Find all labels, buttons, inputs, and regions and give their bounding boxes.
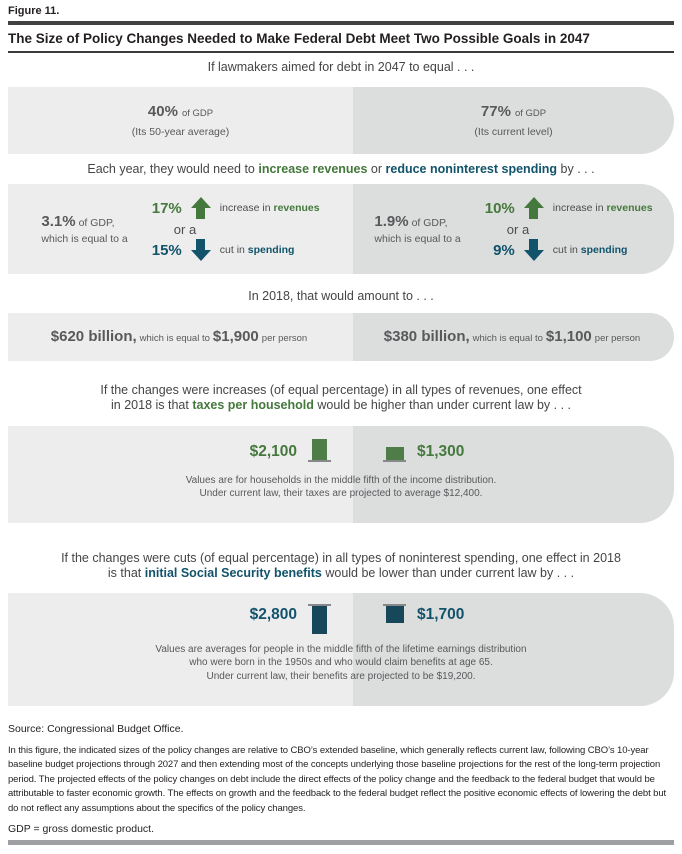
step2-header-pre: Each year, they would need to: [87, 161, 259, 176]
benefit-cut-value-77: $1,700: [417, 605, 465, 623]
source-line: Source: Congressional Budget Office.: [8, 722, 184, 735]
tax-increase-value-40: $2,100: [249, 442, 297, 460]
taxes-header-line1: If the changes were increases (of equal percentage) in all types of revenues, one effect: [100, 382, 582, 397]
down-arrow-icon: [190, 239, 212, 261]
left-gdp-label: of GDP,: [78, 217, 115, 229]
benefit-cut-bar-77: [383, 604, 406, 623]
goal-right-cell: [353, 87, 674, 154]
ss-header-line2-post: would be lower than under current law by . . .: [321, 566, 575, 580]
taxes-header-line2-post: would be higher than under current law by . . .: [313, 398, 571, 412]
amount-right-cell: [353, 313, 674, 361]
gdp-definition: GDP = gross domestic product.: [8, 823, 154, 835]
figure-notes: In this figure, the indicated sizes of the policy changes are relative to CBO’s extended baseline, which generally reflects current law, following CBO’s 10-year baseline budget projections through 2027 and then extending most of the concepts underlying those baseline projections for the rest of the long-term projection period. The projected effects of the policy changes on debt include the direct effects of the policy change and the feedback to the federal budget that would be attributable to faster economic growth. The effects on growth and the feedback to the federal budget reflect the positive economic effects of lowering the debt but do not reflect any assumptions about the specifics of the policy changes.: [8, 744, 667, 814]
left-or-label: or a: [173, 221, 197, 237]
social-security-highlight: initial Social Security benefits: [144, 566, 322, 580]
down-arrow-icon: [523, 239, 545, 261]
goal-right-sub: (Its current level): [474, 125, 553, 138]
left-cut-pct: 15%: [151, 241, 182, 259]
goal-header: If lawmakers aimed for debt in 2047 to equal . . .: [207, 60, 475, 74]
taxes-per-household-highlight: taxes per household: [192, 398, 314, 412]
right-revenue-caption-hl: revenues: [606, 202, 653, 214]
benefit-cut-value-40: $2,800: [249, 605, 297, 623]
benefit-cut-bar-40: [308, 604, 331, 634]
social-security-band: [8, 593, 674, 706]
right-revenue-caption-pre: increase in: [552, 202, 607, 214]
goal-left-of-gdp: of GDP: [181, 107, 214, 119]
policy-change-band: [8, 184, 674, 274]
left-cut-caption-hl: spending: [247, 244, 295, 256]
taxes-note-line1: Values are for households in the middle fifth of the income distribution.: [185, 474, 497, 486]
ss-header-line1: If the changes were cuts (of equal percentage) in all types of noninterest spending, one effect in 2018: [61, 550, 621, 565]
ss-note-line2: who were born in the 1950s and who would claim benefits at age 65.: [189, 657, 493, 668]
up-arrow-icon: [190, 197, 212, 219]
step2-header-post: by . . .: [557, 161, 595, 176]
taxes-header: [8, 383, 674, 414]
ss-band-note: [8, 643, 674, 684]
right-equal-text: which is equal to: [472, 333, 543, 344]
tax-increase-bar-77: [383, 447, 406, 462]
goal-left-pct: 40%: [147, 102, 178, 120]
amount-band: [8, 313, 674, 361]
step2-header: [8, 162, 674, 178]
left-per-person-value: $1,900: [212, 328, 259, 345]
ss-note-line3: Under current law, their benefits are projected to be $19,200.: [206, 670, 476, 682]
left-revenue-pct: 17%: [151, 199, 182, 217]
social-security-header: [8, 551, 674, 582]
ss-note-line1: Values are averages for people in the middle fifth of the lifetime earnings distribution: [155, 643, 527, 655]
tax-increase-bar-40: [308, 439, 331, 462]
goal-left-sub: (Its 50-year average): [131, 125, 230, 138]
taxes-band-note: [8, 474, 674, 501]
right-amount: $380 billion,: [383, 328, 470, 345]
tax-increase-value-77: $1,300: [417, 442, 465, 460]
right-cut-pct: 9%: [493, 241, 515, 259]
left-revenue-caption: [220, 202, 320, 214]
title-rule: [8, 21, 674, 25]
figure-label: Figure 11.: [8, 5, 60, 17]
policy-left-cell: [8, 184, 353, 274]
left-per-person-label: per person: [261, 333, 308, 344]
goal-band: [8, 87, 674, 154]
right-per-person-value: $1,100: [545, 328, 592, 345]
goal-right-pct: 77%: [480, 102, 511, 120]
right-equal-label: which is equal to a: [374, 233, 461, 245]
step2-header-increase-revenues: increase revenues: [258, 161, 368, 176]
bottom-rule: [8, 840, 674, 845]
right-cut-caption-pre: cut in: [552, 244, 581, 256]
taxes-band: [8, 426, 674, 523]
right-revenue-caption: [553, 202, 653, 214]
up-arrow-icon: [523, 197, 545, 219]
left-amount: $620 billion,: [50, 328, 137, 345]
step2-header-or: or: [367, 161, 386, 176]
left-revenue-caption-hl: revenues: [273, 202, 320, 214]
title-underline: [8, 51, 674, 53]
right-revenue-pct: 10%: [484, 199, 515, 217]
right-cut-caption: [553, 244, 628, 256]
amount-header: In 2018, that would amount to . . .: [248, 289, 434, 303]
figure-title: The Size of Policy Changes Needed to Make Federal Debt Meet Two Possible Goals in 2047: [8, 31, 590, 46]
taxes-note-line2: Under current law, their taxes are projected to average $12,400.: [199, 488, 483, 499]
right-per-person-label: per person: [594, 333, 641, 344]
right-gdp-pct: 1.9%: [374, 213, 409, 230]
goal-left-cell: [8, 87, 353, 154]
left-cut-caption-pre: cut in: [219, 244, 248, 256]
policy-right-cell: [353, 184, 674, 274]
right-cut-caption-hl: spending: [580, 244, 628, 256]
step2-header-reduce-spending: reduce noninterest spending: [385, 161, 558, 176]
left-gdp-pct: 3.1%: [41, 213, 76, 230]
amount-left-cell: [8, 313, 353, 361]
taxes-header-line2-pre: in 2018 is that: [111, 398, 193, 412]
right-or-label: or a: [506, 221, 530, 237]
right-gdp-label: of GDP,: [411, 217, 448, 229]
goal-right-of-gdp: of GDP: [514, 107, 547, 119]
ss-header-line2-pre: is that: [107, 566, 145, 580]
left-cut-caption: [220, 244, 295, 256]
left-equal-text: which is equal to: [139, 333, 210, 344]
left-equal-label: which is equal to a: [41, 233, 128, 245]
left-revenue-caption-pre: increase in: [219, 202, 274, 214]
